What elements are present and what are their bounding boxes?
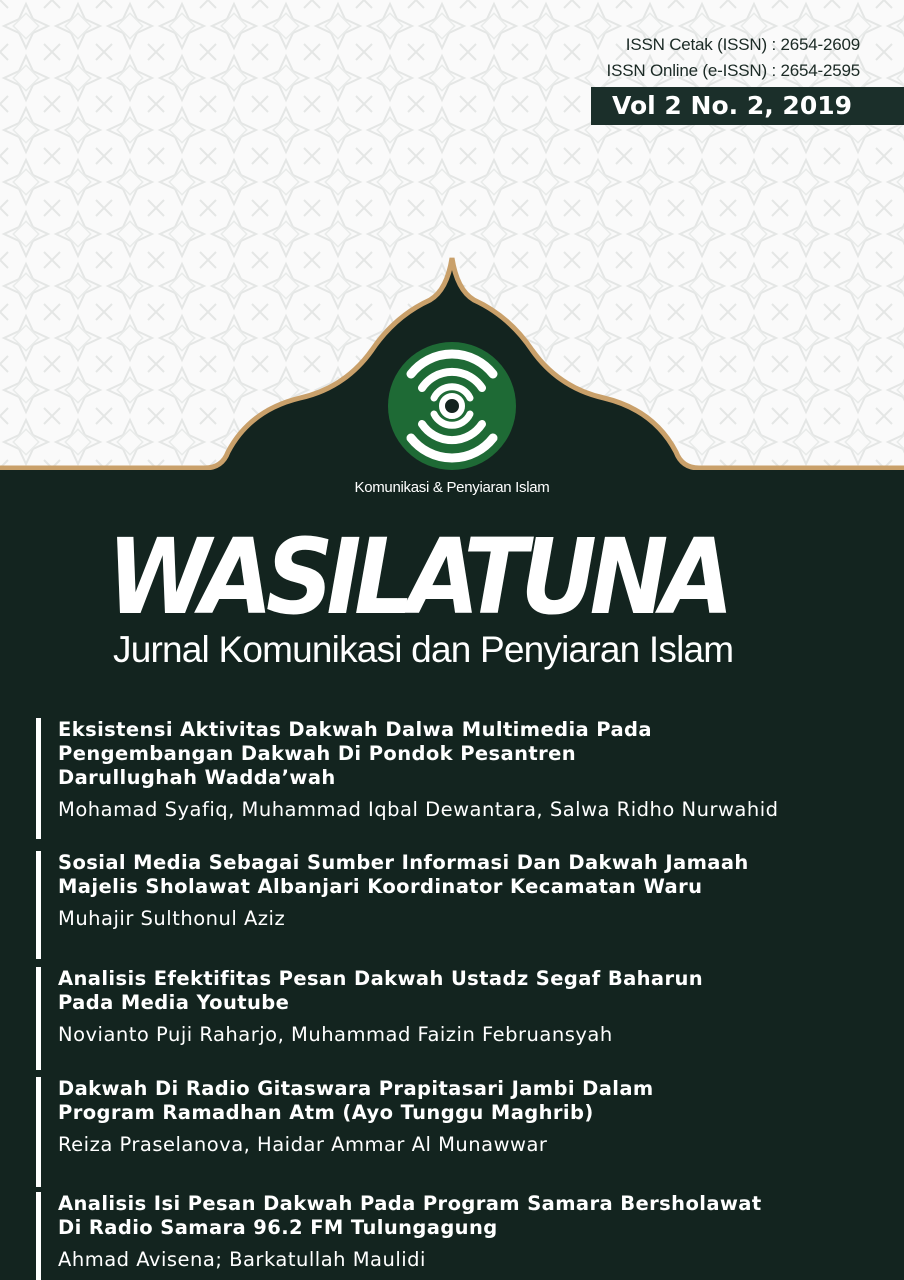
article-title xyxy=(58,1077,886,1125)
article-list xyxy=(36,718,886,1280)
article-entry xyxy=(36,1077,886,1187)
journal-title: WASILATUNA xyxy=(107,516,727,638)
article-authors: Reiza Praselanova, Haidar Ammar Al Munawwar xyxy=(58,1133,548,1156)
radio-wave-logo-icon xyxy=(384,338,520,474)
article-title-line: Pada Media Youtube xyxy=(58,991,290,1014)
article-entry xyxy=(36,1192,886,1280)
article-authors: Ahmad Avisena; Barkatullah Maulidi xyxy=(58,1248,426,1271)
article-entry xyxy=(36,718,886,839)
article-title xyxy=(58,851,886,899)
article-title xyxy=(58,1192,886,1240)
article-title-line: Majelis Sholawat Albanjari Koordinator Kecamatan Waru xyxy=(58,875,703,898)
article-authors: Novianto Puji Raharjo, Muhammad Faizin Februansyah xyxy=(58,1023,613,1046)
issn-online: ISSN Online (e-ISSN) : 2654-2595 xyxy=(606,61,860,80)
article-title-line: Eksistensi Aktivitas Dakwah Dalwa Multimedia Pada xyxy=(58,718,652,741)
article-title-line: Program Ramadhan Atm (Ayo Tunggu Maghrib) xyxy=(58,1101,594,1124)
article-title-line: Di Radio Samara 96.2 FM Tulungagung xyxy=(58,1216,498,1239)
article-entry xyxy=(36,967,886,1070)
journal-tagline: Komunikasi & Penyiaran Islam xyxy=(354,479,550,496)
article-title-line: Pengembangan Dakwah Di Pondok Pesantren xyxy=(58,742,577,765)
article-title-line: Darullughah Wadda’wah xyxy=(58,766,336,789)
article-title-line: Analisis Isi Pesan Dakwah Pada Program Samara Bersholawat xyxy=(58,1192,762,1215)
article-authors: Mohamad Syafiq, Muhammad Iqbal Dewantara, Salwa Ridho Nurwahid xyxy=(58,798,779,821)
volume-badge: Vol 2 No. 2, 2019 xyxy=(591,87,904,125)
article-title-line: Sosial Media Sebagai Sumber Informasi Dan Dakwah Jamaah xyxy=(58,851,749,874)
journal-subtitle: Jurnal Komunikasi dan Penyiaran Islam xyxy=(113,629,734,670)
article-title xyxy=(58,718,886,790)
article-entry xyxy=(36,851,886,959)
article-title-line: Analisis Efektifitas Pesan Dakwah Ustadz Segaf Baharun xyxy=(58,967,704,990)
issn-print: ISSN Cetak (ISSN) : 2654-2609 xyxy=(625,35,860,54)
article-title xyxy=(58,967,886,1015)
article-title-line: Dakwah Di Radio Gitaswara Prapitasari Jambi Dalam xyxy=(58,1077,654,1100)
article-authors: Muhajir Sulthonul Aziz xyxy=(58,907,286,930)
